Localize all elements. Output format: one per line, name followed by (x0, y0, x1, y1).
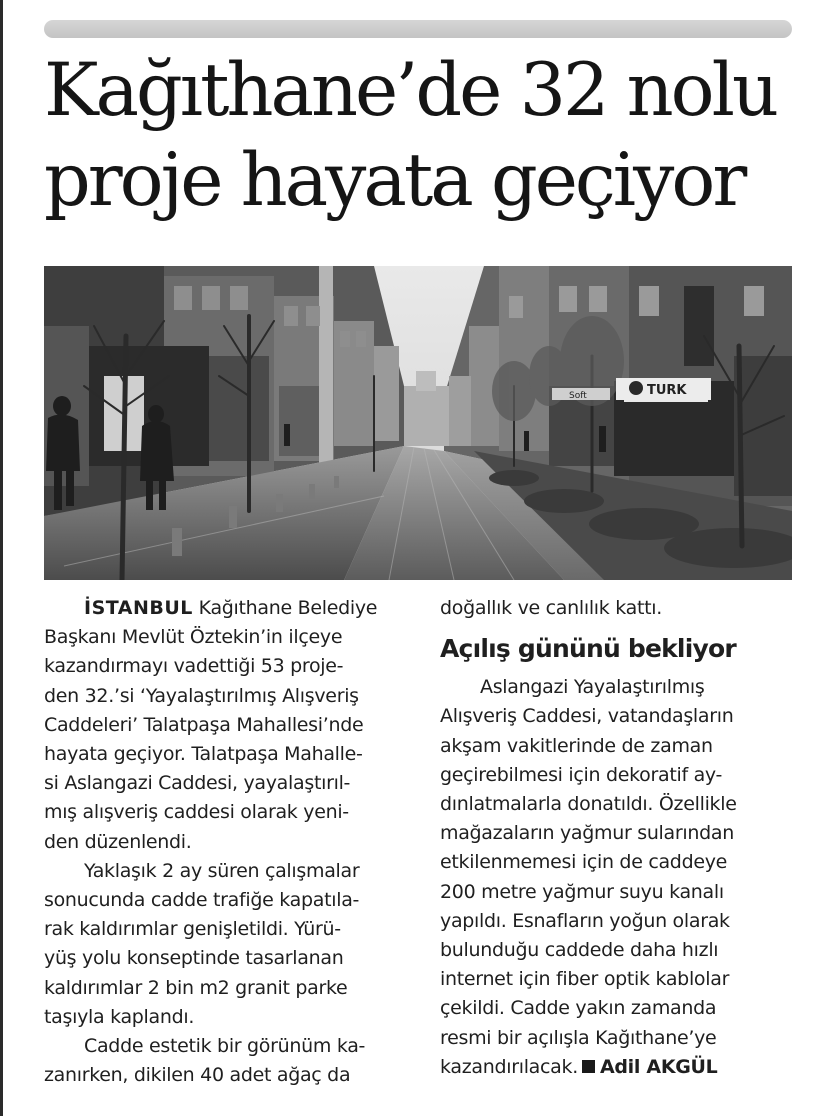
article-right-column (440, 594, 800, 1082)
headline-line-2: proje hayata geçiyor (44, 138, 745, 223)
author-byline: Adil AKGÜL (599, 1055, 718, 1078)
body-line-with-byline (440, 1053, 800, 1082)
body-line: Aslangazi Yayalaştırılmış (480, 676, 705, 699)
body-line: rak kaldırımlar genişletildi. Yürü- (44, 918, 341, 941)
body-line: kazandırmayı vadettiği 53 proje- (44, 655, 344, 678)
body-line: taşıyla kaplandı. (44, 1005, 195, 1028)
body-line: dınlatmalarla donatıldı. Özellikle (440, 793, 737, 816)
body-line: etkilenmemesi için de caddeye (440, 851, 728, 874)
body-line: akşam vakitlerinde de zaman (440, 734, 713, 757)
headline (44, 46, 804, 226)
body-text: Kağıthane Belediye (192, 597, 378, 619)
body-line-with-dateline (44, 594, 404, 623)
body-line: mış alışveriş caddesi olarak yeni- (44, 801, 349, 824)
subheading: Açılış gününü bekliyor (440, 634, 736, 664)
body-line: Caddeleri’ Talatpaşa Mahallesi’nde (44, 713, 364, 736)
body-line: Başkanı Mevlüt Öztekin’in ilçeye (44, 626, 343, 649)
body-line: si Aslangazi Caddesi, yayalaştırıl- (44, 772, 351, 795)
body-line: den düzenlendi. (44, 830, 192, 853)
body-line: den 32.’si ‘Yayalaştırılmış Alışveriş (44, 684, 359, 707)
body-line: 200 metre yağmur suyu kanalı (440, 880, 724, 903)
body-line: yapıldı. Esnafların yoğun olarak (440, 909, 730, 932)
body-line: kaldırımlar 2 bin m2 granit parke (44, 976, 348, 999)
street-photo (44, 266, 792, 580)
body-line: sonucunda cadde trafiğe kapatıla- (44, 889, 360, 912)
body-line: Yaklaşık 2 ay süren çalışmalar (84, 859, 360, 882)
body-text: kazandırılacak. (440, 1055, 578, 1078)
body-line: yüş yolu konseptinde tasarlanan (44, 947, 344, 970)
body-line: Alışveriş Caddesi, vatandaşların (440, 705, 734, 728)
article-left-column (44, 594, 404, 1090)
page-left-rule (0, 0, 3, 1116)
headline-line-1: Kağıthane’de 32 nolu (44, 48, 776, 133)
body-line: geçirebilmesi için dekoratif ay- (440, 763, 723, 786)
shop-sign-text-small: Soft (569, 391, 587, 401)
section-header-bar (44, 20, 792, 38)
byline-square-icon (582, 1060, 595, 1073)
body-line: çekildi. Cadde yakın zamanda (440, 997, 717, 1020)
body-line: internet için fiber optik kablolar (440, 968, 730, 991)
right-column-body (440, 673, 800, 1082)
shop-sign-text: TURK (647, 383, 687, 398)
body-line: Cadde estetik bir görünüm ka- (84, 1035, 366, 1058)
dateline: İSTANBUL (84, 597, 193, 619)
body-line: mağazaların yağmur sularından (440, 822, 734, 845)
body-line: bulunduğu caddede daha hızlı (440, 939, 719, 962)
body-line: resmi bir açılışla Kağıthane’ye (440, 1026, 717, 1049)
body-line: doğallık ve canlılık kattı. (440, 597, 662, 619)
page-top-margin (0, 0, 819, 12)
body-line: zanırken, dikilen 40 adet ağaç da (44, 1064, 351, 1087)
body-line: hayata geçiyor. Talatpaşa Mahalle- (44, 743, 363, 766)
